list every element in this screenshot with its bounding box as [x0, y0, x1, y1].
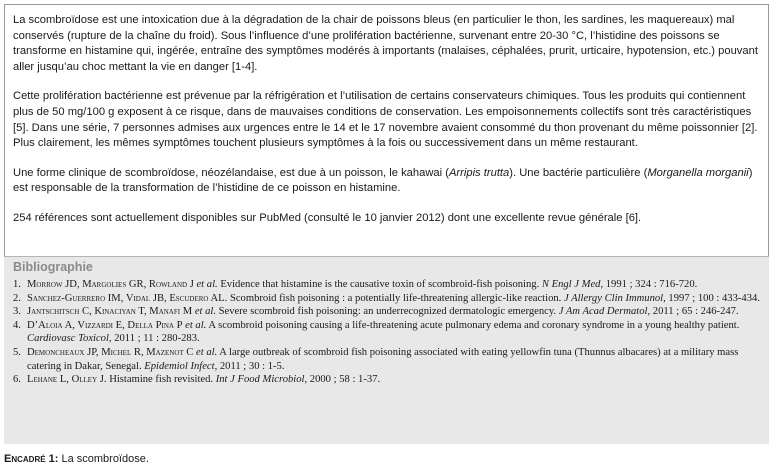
reference-title: Severe scombroid fish poisoning: an underrecognized dermatologic emergency.	[216, 306, 559, 318]
reference-number: 3.	[13, 306, 21, 318]
reference-list	[13, 278, 761, 387]
reference-journal: Epidemiol Infect	[144, 360, 215, 372]
reference-journal: N Engl J Med	[541, 279, 601, 290]
reference-text	[27, 278, 761, 292]
reference-item	[13, 278, 761, 292]
paragraph-1: La scombroïdose est une intoxication due à la dégradation de la chair de poissons bleus (en particulier le thon, les sardines, les maquereaux) mal conservés (rupture de la chaîne du froid). Sous l’influence d’une prolifération bactérienne, survenant entre 20-30 °C, l’histidine des poissons se transforme en histamine qui, ingérée, entraîne des symptômes modérés à importants (malaises, céphalées, prurit, urticaire, hypotension, etc.) pouvant aller jusqu’au choc mettant la vie en danger [1-4].	[13, 14, 758, 73]
reference-number: 1.	[13, 279, 21, 290]
reference-number: 2.	[13, 292, 21, 304]
reference-etal: et al.	[194, 306, 217, 318]
reference-authors: D’Aloia A, Vizzardi E, Della Pina P	[27, 319, 183, 331]
reference-number: 4.	[13, 319, 21, 331]
reference-journal: J Allergy Clin Immunol	[563, 292, 664, 304]
reference-etal: et al.	[196, 279, 218, 290]
reference-number: 5.	[13, 346, 21, 358]
reference-text	[27, 292, 761, 306]
reference-details: , 2011 ; 65 : 246-247.	[647, 306, 739, 318]
reference-title: Evidence that histamine is the causative toxin of scombroid-fish poisoning.	[217, 279, 542, 290]
reference-title: Scombroid fish poisoning : a potentially life-threatening allergic-like reaction.	[227, 292, 564, 304]
reference-text	[27, 319, 761, 346]
paragraph-2: Cette prolifération bactérienne est prévenue par la réfrigération et l’utilisation de certains conservateurs chimiques. Tous les produits qui contiennent plus de 50 mg/100 g exposent à ce risque, dans de mauvaises conditions de conservation. Les empoisonnements collectifs sont très caractéristiques [5]. Dans une série, 7 personnes admises aux urgences entre le 14 et le 17 novembre avaient consommé du thon provenant du même poissonnier [2]. Plus clairement, les mêmes symptômes touchent plusieurs symptômes à la fois ou successivement dans un même restaurant.	[13, 90, 758, 150]
bibliography-section	[4, 256, 769, 444]
reference-journal: J Am Acad Dermatol	[558, 306, 648, 318]
figure-caption	[4, 453, 149, 465]
paragraph-3: Une forme clinique de scombroïdose, néozélandaise, est due à un poisson, le kahawai (Arripis trutta). Une bactérie particulière (Morganella morganii) est responsable de la transformation de l’histidine de ce poisson en histamine.	[13, 166, 753, 195]
reference-item	[13, 292, 761, 306]
reference-journal: Int J Food Microbiol	[215, 374, 305, 386]
reference-authors: Sanchez-Guerrero IM, Vidal JB, Escudero AL.	[27, 292, 228, 304]
reference-etal: et al.	[185, 319, 207, 331]
reference-details: , 2000 ; 58 : 1-37.	[304, 374, 381, 386]
reference-details: , 2011 ; 11 : 280-283.	[108, 333, 200, 345]
reference-item	[13, 346, 761, 373]
reference-number: 6.	[13, 374, 21, 386]
reference-authors: Demoncheaux JP, Michel R, Mazenot C	[27, 346, 194, 358]
reference-authors: Jantschitsch C, Kinaciyan T, Manafi M	[27, 306, 193, 318]
reference-title: A scombroid poisoning causing a life-threatening acute pulmonary edema and coronary syndrome in a young healthy patient.	[206, 319, 740, 331]
reference-text	[27, 373, 761, 387]
reference-item	[13, 319, 761, 346]
caption-text: La scombroïdose.	[58, 453, 149, 465]
reference-text	[27, 346, 761, 373]
reference-details: , 1997 ; 100 : 433-434.	[663, 292, 760, 304]
bibliography-title: Bibliographie	[13, 260, 93, 274]
reference-item	[13, 373, 761, 387]
reference-title: Histamine fish revisited.	[106, 374, 216, 386]
reference-details: , 1991 ; 324 : 716-720.	[600, 279, 698, 290]
reference-item	[13, 305, 761, 319]
reference-authors: Lehane L, Olley J.	[27, 374, 107, 386]
reference-title: A large outbreak of scombroid fish poisoning associated with eating yellowfin tuna (Thunnus albacares) at a military mass catering in Dakar, Senegal.	[27, 346, 739, 372]
reference-authors: Morrow JD, Margolies GR, Rowland J	[27, 279, 194, 290]
reference-journal: Cardiovasc Toxicol	[27, 333, 109, 345]
reference-etal: et al.	[196, 346, 218, 358]
body-text	[13, 13, 761, 241]
reference-details: , 2011 ; 30 : 1-5.	[214, 360, 285, 372]
reference-text	[27, 305, 761, 319]
paragraph-4: 254 références sont actuellement disponibles sur PubMed (consulté le 10 janvier 2012) dont une excellente revue générale [6].	[13, 211, 642, 224]
caption-label: Encadré 1:	[4, 453, 59, 465]
